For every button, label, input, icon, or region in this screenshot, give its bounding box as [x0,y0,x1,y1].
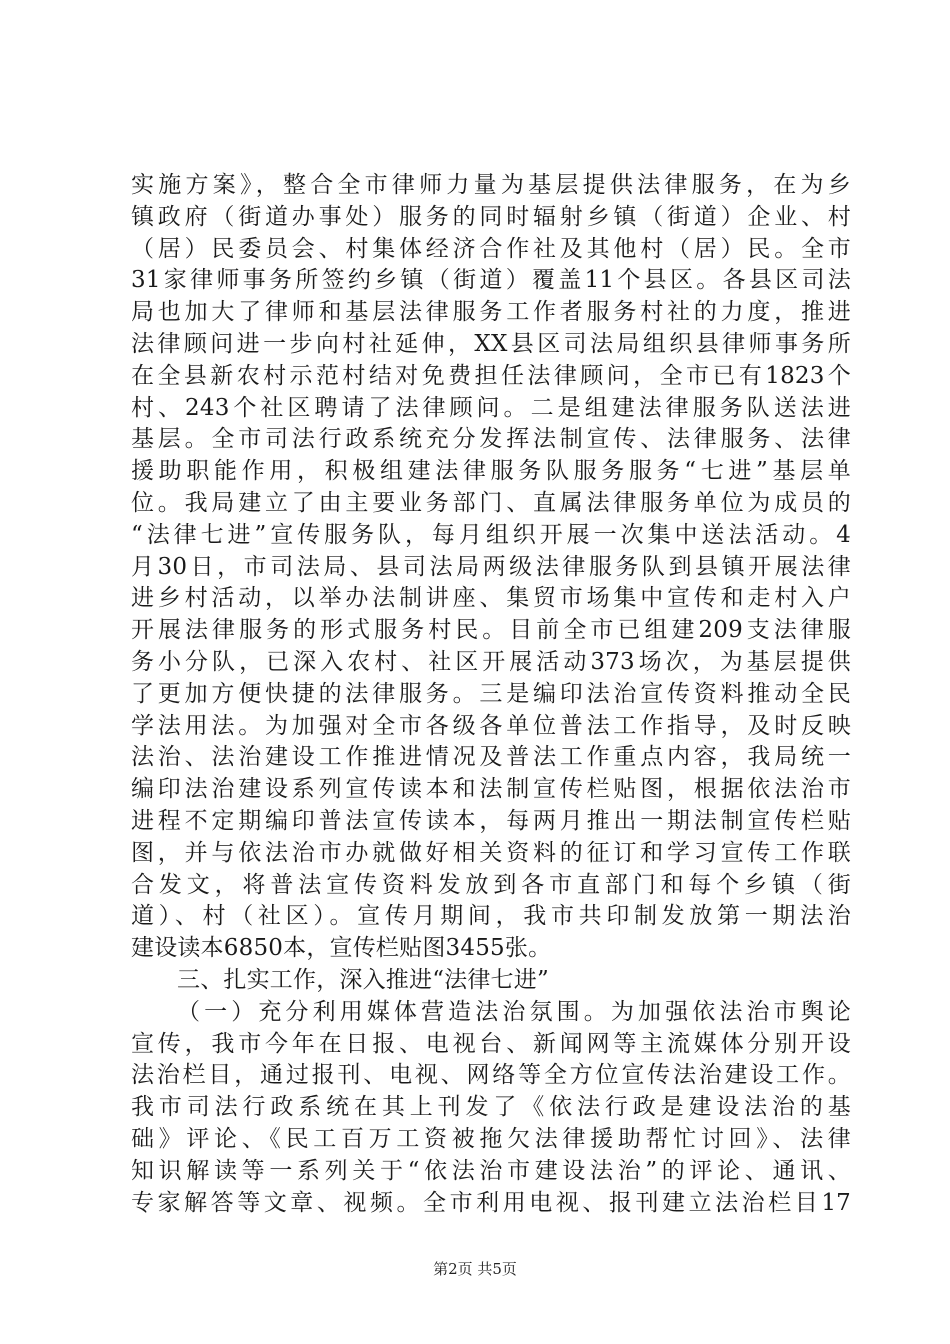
text-line: 务小分队，已深入农村、社区开展活动373场次，为基层提供 [131,648,851,675]
text-line: 月30日，市司法局、县司法局两级法律服务队到县镇开展法律 [131,553,851,580]
text-line: 法治、法治建设工作推进情况及普法工作重点内容，我局统一 [131,744,851,771]
text-line: （居）民委员会、村集体经济合作社及其他村（居）民。全市 [131,235,851,262]
text-line: 村、243个社区聘请了法律顾问。二是组建法律服务队送法进 [131,394,851,421]
text-line: 了更加方便快捷的法律服务。三是编印法治宣传资料推动全民 [131,680,851,707]
text-line: 专家解答等文章、视频。全市利用电视、报刊建立法治栏目17 [131,1189,851,1216]
text-line: 进乡村活动，以举办法制讲座、集贸市场集中宣传和走村入户 [131,585,851,612]
text-line: 31家律师事务所签约乡镇（街道）覆盖11个县区。各县区司法 [131,267,851,294]
text-line: 建设读本6850本，宣传栏贴图3455张。 [131,935,552,962]
text-line: “法律七进”宣传服务队，每月组织开展一次集中送法活动。4 [131,521,851,548]
section-heading: 三、扎实工作，深入推进“法律七进” [177,966,549,993]
document-body [131,170,851,1219]
text-line: 宣传，我市今年在日报、电视台、新闻网等主流媒体分别开设 [131,1030,851,1057]
text-line: 实施方案》，整合全市律师力量为基层提供法律服务，在为乡 [131,172,851,198]
text-line: 在全县新农村示范村结对免费担任法律顾问，全市已有1823个 [131,362,851,389]
text-line: 位。我局建立了由主要业务部门、直属法律服务单位为成员的 [131,489,851,516]
text-line: 法治栏目，通过报刊、电视、网络等全方位宣传法治建设工作。 [131,1062,851,1089]
text-line: 图，并与依法治市办就做好相关资料的征订和学习宣传工作联 [131,839,851,866]
text-line: 我市司法行政系统在其上刊发了《依法行政是建设法治的基 [131,1094,851,1121]
text-line: 开展法律服务的形式服务村民。目前全市已组建209支法律服 [131,617,851,644]
text-line: 学法用法。为加强对全市各级各单位普法工作指导，及时反映 [131,712,851,739]
text-line: 镇政府（街道办事处）服务的同时辐射乡镇（街道）企业、村 [131,203,851,230]
text-line: 援助职能作用，积极组建法律服务队服务服务“七进”基层单 [131,458,851,485]
text-line: 法律顾问进一步向村社延伸，XX县区司法局组织县律师事务所 [131,330,851,357]
text-line: 合发文，将普法宣传资料发放到各市直部门和每个乡镇（街 [131,871,851,898]
text-line: 知识解读等一系列关于“依法治市建设法治”的评论、通讯、 [131,1157,851,1184]
text-line: （一）充分利用媒体营造法治氛围。为加强依法治市舆论 [177,998,851,1025]
text-line: 局也加大了律师和基层法律服务工作者服务村社的力度，推进 [131,299,851,326]
text-line: 进程不定期编印普法宣传读本，每两月推出一期法制宣传栏贴 [131,807,851,834]
text-line: 础》评论、《民工百万工资被拖欠法律援助帮忙讨回》、法律 [131,1125,851,1152]
text-line: 编印法治建设系列宣传读本和法制宣传栏贴图，根据依法治市 [131,776,851,803]
page-number-footer: 第2页 共5页 [433,1260,517,1278]
text-line: 基层。全市司法行政系统充分发挥法制宣传、法律服务、法律 [131,426,851,453]
text-line: 道）、村（社区）。宣传月期间，我市共印制发放第一期法治 [131,903,851,930]
